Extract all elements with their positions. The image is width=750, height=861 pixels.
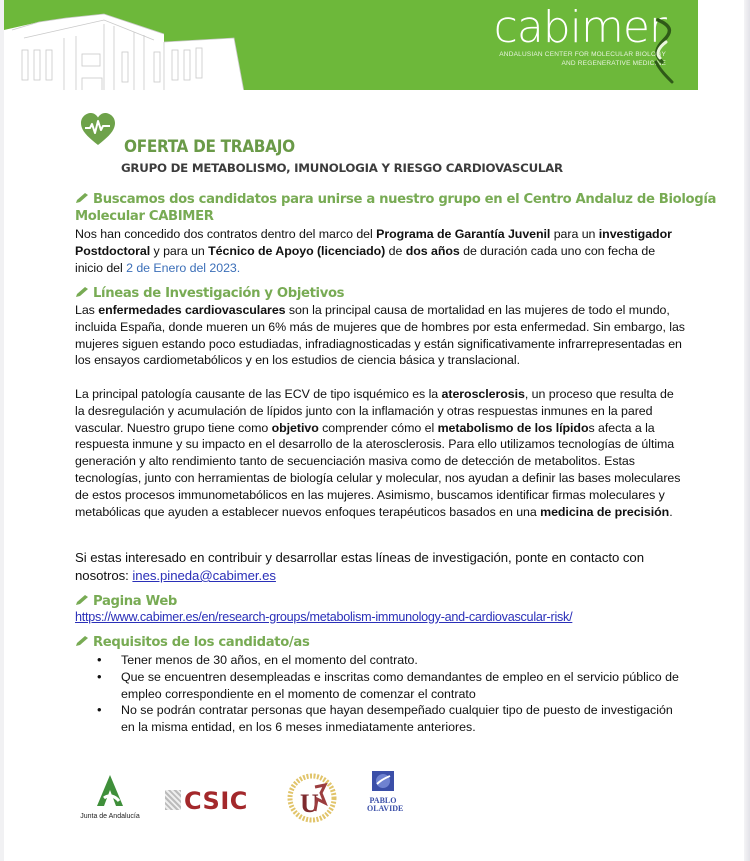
intro-bold-technician: Técnico de Apoyo (licenciado): [208, 243, 386, 258]
requirements-list: [75, 652, 685, 736]
heart-pulse-icon: [80, 113, 116, 146]
research-text: , un proceso que resulta de la desregulación y acumulación de lípidos junto con la inflamación y otras respuestas inmunes en la pared vascular. Nuestro grupo tiene como: [75, 387, 674, 435]
brand-subtitle-line1: ANDALUSIAN CENTER FOR MOLECULAR BIOLOGY: [499, 51, 666, 58]
upo-label-1: PABLO: [369, 796, 397, 805]
intro-text: para un: [550, 227, 599, 241]
research-text: son la principal causa de mortalidad en las mujeres de todo el mundo, incluida España, donde mueren un 6% más de mujeres que de hombres por esta enfermedad. Sin embargo, las mujeres siguen estando poco estudiadas, infradiagnosticadas y están significativamente infrarrepresentadas en los ensayos cardiometabólicos y en los estudios de ciencia básica y translacional.: [75, 303, 685, 368]
web-heading-text: Pagina Web: [93, 594, 178, 609]
partner-logos: [75, 768, 415, 828]
research-text: Las: [75, 303, 99, 317]
intro-heading-line2: Molecular CABIMER: [75, 209, 214, 224]
universidad-sevilla-logo: [287, 773, 337, 828]
header-banner: [4, 0, 698, 90]
intro-bold-duration: dos años: [405, 243, 460, 258]
page-left-edge: [0, 0, 4, 861]
pablo-olavide-logo: [367, 770, 404, 813]
requirement-item: • Que se encuentren desempleadas e inscritas como demandantes de empleo en el servicio público de empleo correspondiente en el momento de comenzar el contrato: [75, 669, 685, 703]
building-illustration: [4, 0, 244, 90]
page-title: OFERTA DE TRABAJO: [124, 137, 295, 157]
csic-logo: [165, 787, 248, 815]
page-right-edge: [744, 0, 750, 861]
csic-emblem-icon: [165, 790, 181, 810]
research-text: .: [669, 504, 673, 519]
page-subtitle: GRUPO DE METABOLISMO, IMUNOLOGIA Y RIESGO CARDIOVASCULAR: [121, 161, 563, 175]
pencil-icon: [75, 635, 89, 647]
research-bold-lipid-metabolism: metabolismo de los lípido: [437, 420, 589, 435]
upo-label-2: OLAVIDE: [367, 804, 404, 813]
pencil-icon: [75, 192, 89, 204]
brand-subtitle-line2: AND REGENERATIVE MEDICINE: [561, 60, 666, 67]
requirements-heading: [75, 634, 309, 651]
dna-helix-icon: [650, 18, 676, 84]
research-text: comprender cómo el: [318, 420, 438, 435]
research-bold-precision-medicine: medicina de precisión: [540, 504, 670, 519]
research-bold-objective: objetivo: [271, 420, 319, 435]
research-text: La principal patología causante de las ECV de tipo isquémico es la: [75, 387, 442, 401]
contact-text: Si estas interesado en contribuir y desarrollar estas líneas de investigación, ponte en contacto con nosotros:: [75, 550, 644, 583]
intro-heading: [75, 191, 716, 225]
junta-andalucia-logo: [75, 774, 145, 820]
requirements-heading-text: Requisitos de los candidato/as: [93, 635, 310, 650]
research-paragraph-1: [75, 302, 685, 369]
junta-a-icon: [95, 774, 125, 808]
intro-text: de: [385, 243, 406, 258]
pencil-icon: [75, 594, 89, 606]
upo-emblem-icon: [371, 770, 395, 792]
requirement-item: • Tener menos de 30 años, en el momento del contrato.: [75, 652, 685, 669]
start-date: 2 de Enero del 2023.: [126, 260, 241, 275]
research-lines-heading-text: Líneas de Investigación y Objetivos: [93, 286, 345, 301]
research-lines-heading: [75, 285, 344, 302]
website-paragraph: [75, 609, 685, 626]
research-paragraph-2: [75, 386, 685, 520]
brand-name: cabimer: [493, 2, 666, 53]
intro-bold-postdoc: investigador Postdoctoral: [75, 227, 672, 258]
research-text: s afecta a la respuesta inmune y su impacto en el desarrollo de la aterosclerosis. Para ello utilizamos tecnologías de última generación y alto rendimiento tanto de secuenciación masiva como de detección de metabolitos. Estas tecnologías, junto con herramientas de biología celular y molecular, nos ayudan a definir las bases moleculares de estos procesos immunometabólicos en las mujeres. Asimismo, buscamos identificar firmas moleculares y metabólicas que ayuden a establecer nuevos enfoques terapéuticos basados en una: [75, 420, 681, 519]
intro-paragraph: [75, 226, 685, 276]
website-link[interactable]: https://www.cabimer.es/en/research-groups/metabolism-immunology-and-cardiovascular-risk/: [75, 610, 573, 624]
research-bold-cvd: enfermedades cardiovasculares: [98, 303, 286, 317]
csic-label: CSIC: [184, 787, 248, 815]
contact-email-link[interactable]: ines.pineda@cabimer.es: [132, 568, 276, 583]
junta-label: Junta de Andalucía: [80, 813, 140, 820]
research-bold-atherosclerosis: aterosclerosis: [441, 387, 525, 401]
intro-heading-line1: Buscamos dos candidatos para unirse a nuestro grupo en el Centro Andaluz de Biología: [93, 192, 717, 207]
intro-bold-program: Programa de Garantía Juvenil: [376, 227, 551, 241]
intro-text: de duración cada uno con fecha de inicio del: [75, 243, 656, 275]
us-seal-icon: [287, 773, 337, 823]
pencil-icon: [75, 286, 89, 298]
cabimer-logo: [493, 2, 666, 68]
intro-text: Nos han concedido dos contratos dentro del marco del: [75, 227, 377, 241]
intro-text: y para un: [150, 243, 209, 258]
web-heading: [75, 593, 177, 610]
requirement-item: • No se podrán contratar personas que hayan desempeñado cualquier tipo de puesto de investigación en la misma entidad, en los 6 meses inmediatamente anteriores.: [75, 702, 685, 736]
contact-paragraph: [75, 549, 685, 585]
svg-text:U: U: [300, 789, 319, 818]
